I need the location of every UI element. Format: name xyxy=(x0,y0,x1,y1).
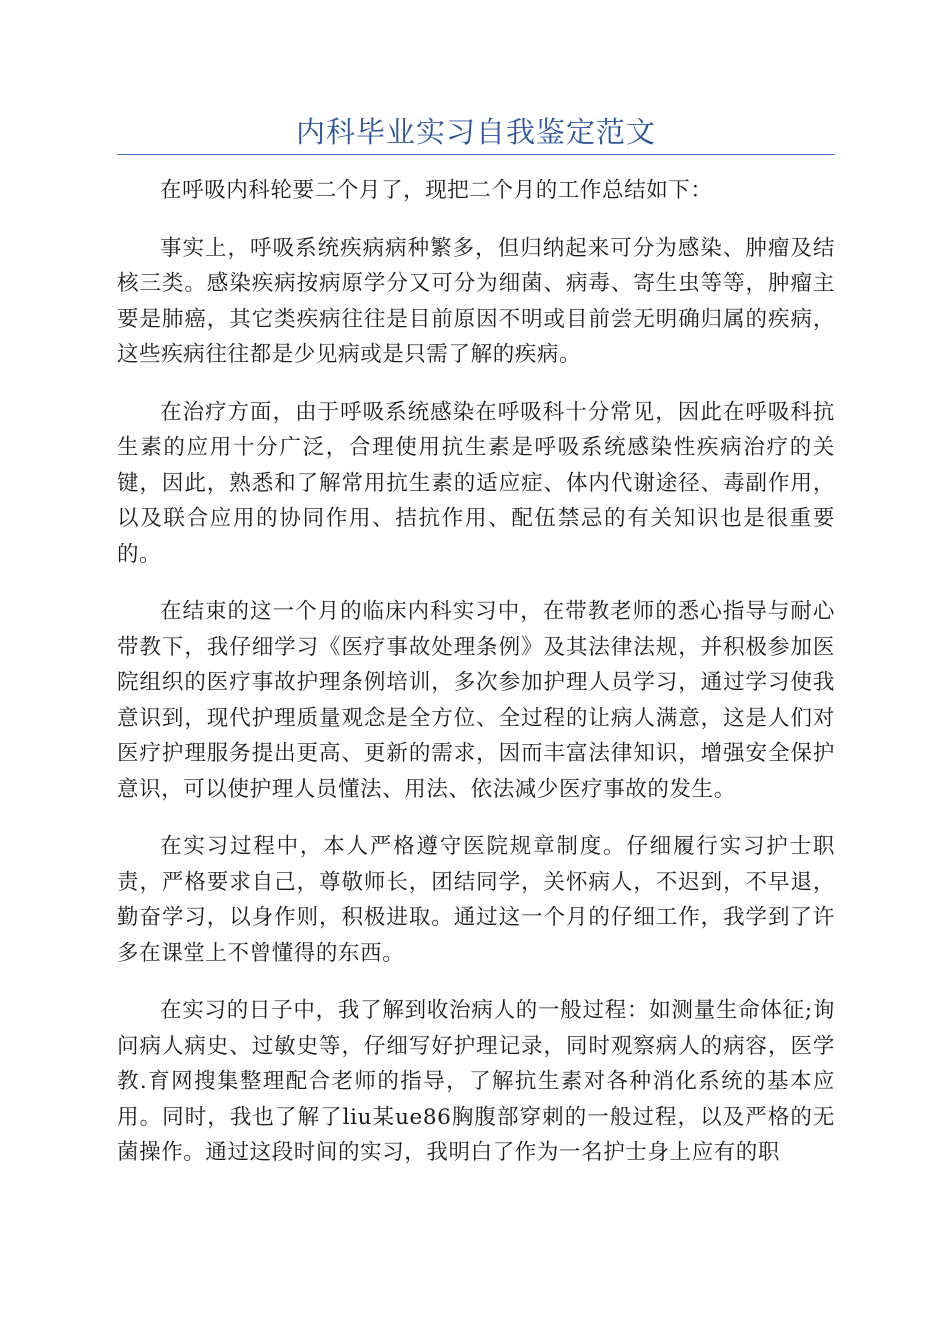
document-title: 内科毕业实习自我鉴定范文 xyxy=(295,115,656,149)
title-underline xyxy=(117,154,835,155)
paragraph-conduct: 在实习过程中，本人严格遵守医院规章制度。仔细履行实习护士职责，严格要求自己，尊敬师长，团结同学，关怀病人，不迟到，不早退，勤奋学习，以身作则，积极进取。通过这一个月的仔细工作，我学到了许多在课堂上不曾懂得的东西。 xyxy=(117,834,835,966)
paragraph-daily-practice: 在实习的日子中，我了解到收治病人的一般过程：如测量生命体征;询问病人病史、过敏史等，仔细写好护理记录，同时观察病人的病容，医学教.育网搜集整理配合老师的指导，了解抗生素对各种消化系统的基本应用。同时，我也了解了liu某ue86胸腹部穿刺的一般过程，以及严格的无菌操作。通过这段时间的实习，我明白了作为一名护士身上应有的职 xyxy=(117,998,835,1165)
document-body xyxy=(117,173,835,1193)
paragraph-intro: 在呼吸内科轮要二个月了，现把二个月的工作总结如下： xyxy=(160,178,713,203)
paragraph-disease-types: 事实上，呼吸系统疾病病种繁多，但归纳起来可分为感染、肿瘤及结核三类。感染疾病按病原学分又可分为细菌、病毒、寄生虫等等，肿瘤主要是肺癌，其它类疾病往往是目前原因不明或目前尝无明确归属的疾病，这些疾病往往都是少见病或是只需了解的疾病。 xyxy=(117,235,835,367)
paragraph-internship-study: 在结束的这一个月的临床内科实习中，在带教老师的悉心指导与耐心带教下，我仔细学习《医疗事故处理条例》及其法律法规，并积极参加医院组织的医疗事故护理条例培训，多次参加护理人员学习，通过学习使我意识到，现代护理质量观念是全方位、全过程的让病人满意，这是人们对医疗护理服务提出更高、更新的需求，因而丰富法律知识，增强安全保护意识，可以使护理人员懂法、用法、依法减少医疗事故的发生。 xyxy=(117,599,835,802)
paragraph-treatment: 在治疗方面，由于呼吸系统感染在呼吸科十分常见，因此在呼吸科抗生素的应用十分广泛，合理使用抗生素是呼吸系统感染性疾病治疗的关键，因此，熟悉和了解常用抗生素的适应症、体内代谢途径、毒副作用，以及联合应用的协同作用、拮抗作用、配伍禁忌的有关知识也是很重要的。 xyxy=(117,399,835,567)
